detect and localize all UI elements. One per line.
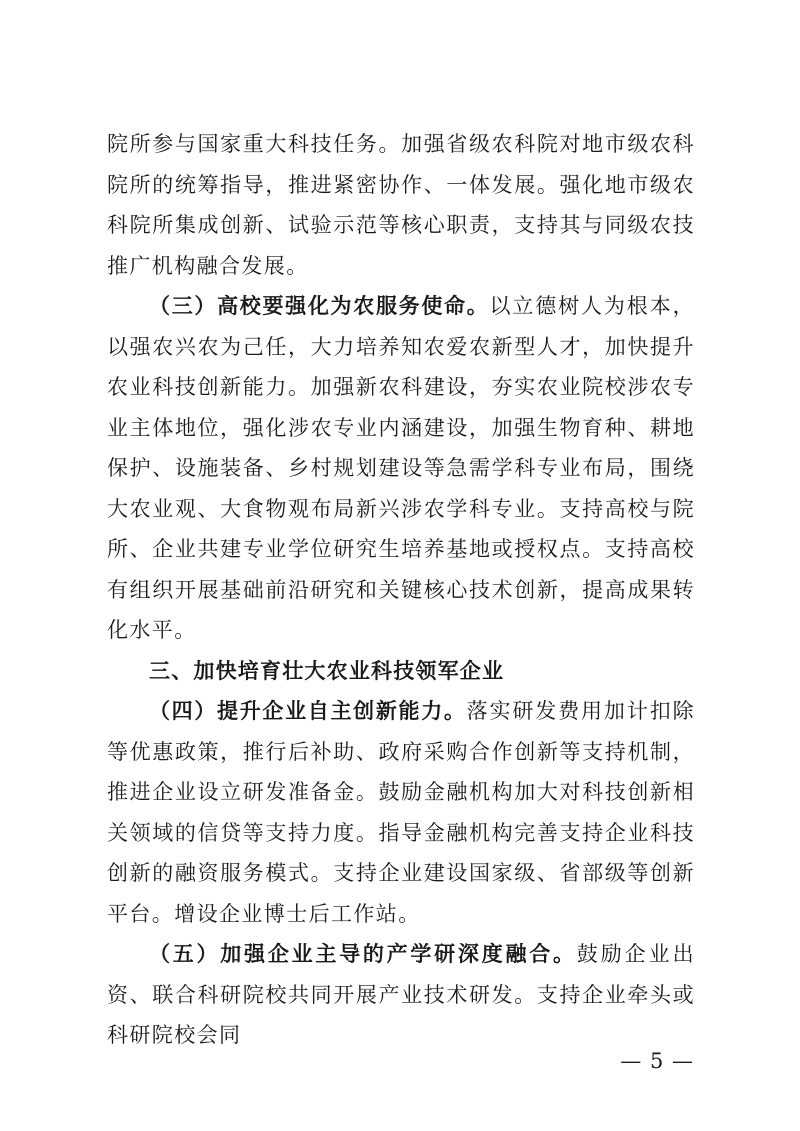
paragraph-text-universities: 以立德树人为根本，以强农兴农为己任，大力培养知农爱农新型人才，加快提升农业科技创新能力。加强新农科建设，夯实农业院校涉农专业主体地位，强化涉农专业内涵建设，加强生物育种、耕地保护、设施装备、乡村规划建设等急需学科专业布局，围绕大农业观、大食物观布局新兴涉农学科专业。支持高校与院所、企业共建专业学位研究生培养基地或授权点。支持高校有组织开展基础前沿研究和关键核心技术创新，提高成果转化水平。 xyxy=(107,294,695,642)
paragraph-text-industry-research: 鼓励企业出资、联合科研院校共同开展产业技术研发。支持企业牵头或科研院校会同 xyxy=(107,942,696,1047)
paragraph-universities xyxy=(107,286,695,651)
paragraph-lead-enterprise-innovation: （四）提升企业自主创新能力。 xyxy=(149,699,467,723)
paragraph-lead-universities: （三）高校要强化为农服务使命。 xyxy=(149,294,490,318)
paragraph-continuation: 院所参与国家重大科技任务。加强省级农科院对地市级农科院所的统筹指导，推进紧密协作、一体发展。强化地市级农科院所集成创新、试验示范等核心职责，支持其与同级农技推广机构融合发展。 xyxy=(107,132,695,278)
document-body xyxy=(107,124,695,1056)
paragraph-enterprise-innovation xyxy=(107,691,695,934)
section-heading: 三、加快培育壮大农业科技领军企业 xyxy=(149,658,505,683)
page-number: — 5 — xyxy=(620,1049,694,1073)
paragraph-text-enterprise-innovation: 落实研发费用加计扣除等优惠政策，推行后补助、政府采购合作创新等支持机制，推进企业设立研发准备金。鼓励金融机构加大对科技创新相关领域的信贷等支持力度。指导金融机构完善支持企业科技创新的融资服务模式。支持企业建设国家级、省部级等创新平台。增设企业博士后工作站。 xyxy=(107,699,695,926)
paragraph-industry-research xyxy=(107,934,695,1056)
paragraph-lead-industry-research: （五）加强企业主导的产学研深度融合。 xyxy=(149,942,577,966)
